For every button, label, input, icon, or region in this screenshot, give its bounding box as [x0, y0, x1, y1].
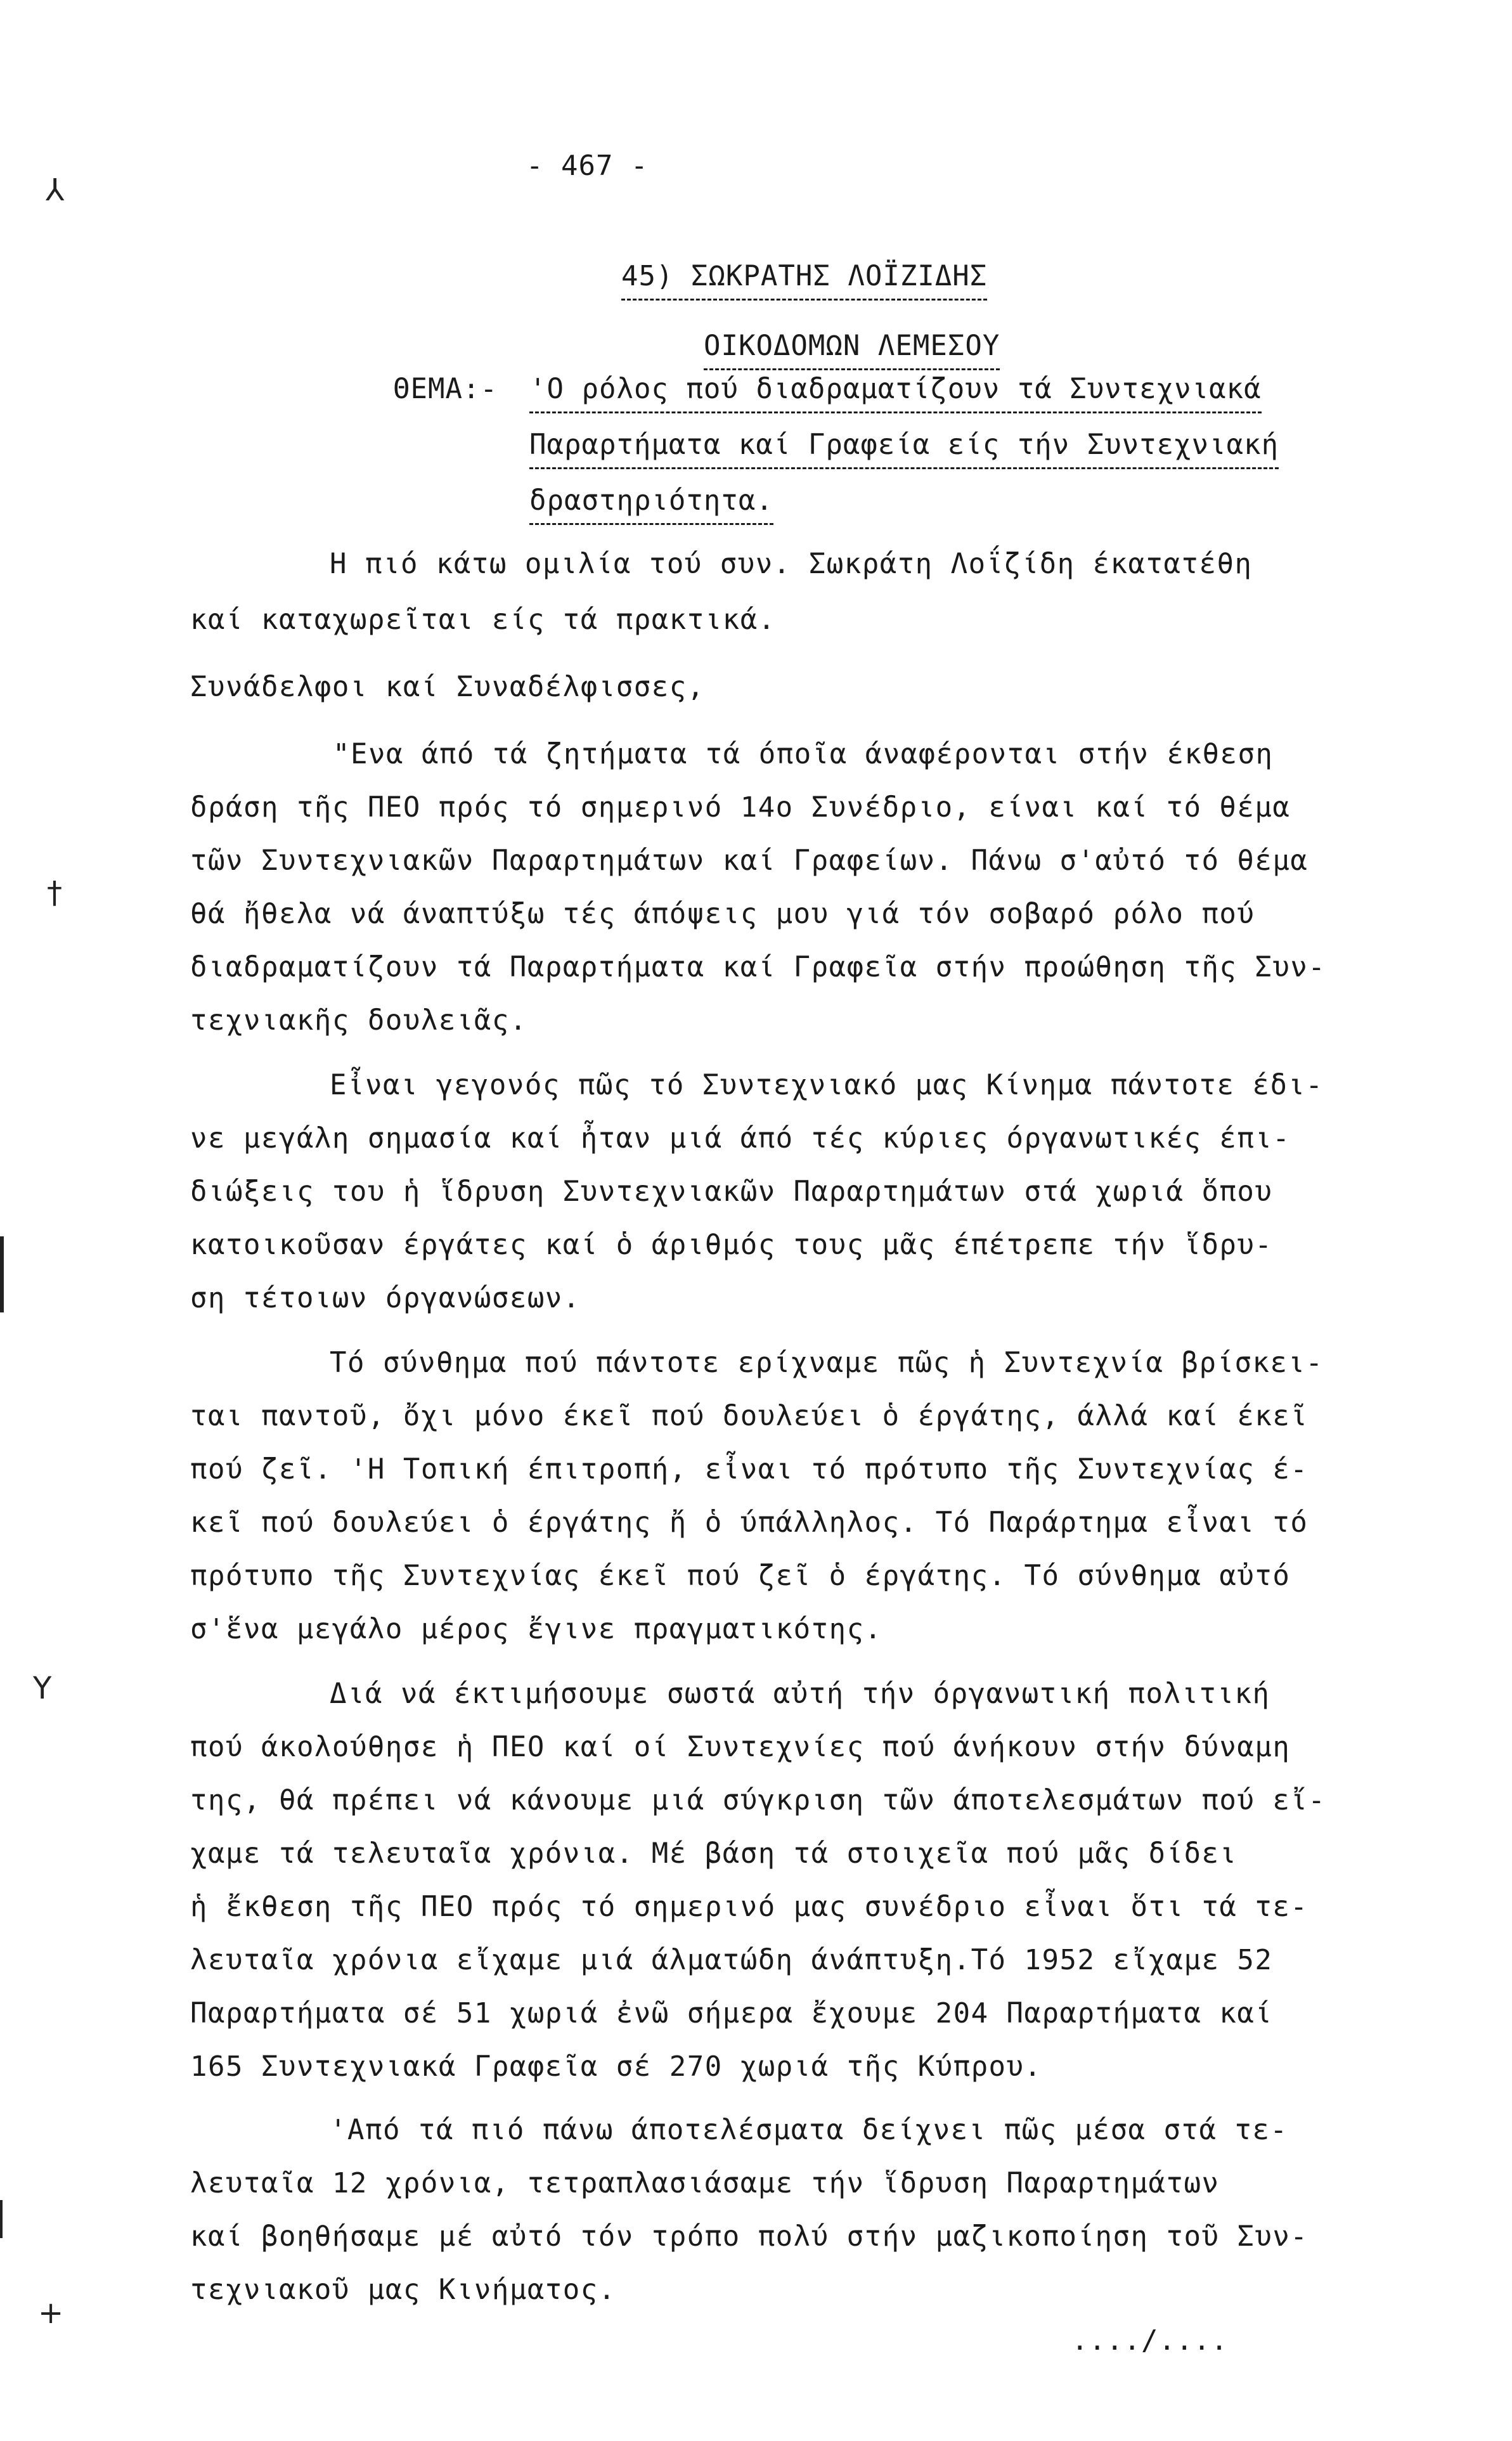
body-line: ται παντοῦ, ὄχι μόνο έκεῖ πού δουλεύει ὁ έργάτης, άλλά καί έκεῖ	[190, 1400, 1308, 1432]
body-line: θά ἤθελα νά άναπτύξω τές άπόψεις μου γιά τόν σοβαρό ρόλο πού	[190, 898, 1255, 930]
body-line: διώξεις του ἡ ἵδρυση Συντεχνιακῶν Παραρτημάτων στά χωριά ὅπου	[190, 1175, 1273, 1208]
body-line: τεχνιακῆς δουλειᾶς.	[190, 1004, 527, 1037]
body-line: τῶν Συντεχνιακῶν Παραρτημάτων καί Γραφείων. Πάνω σ'αὐτό τό θέμα	[190, 845, 1308, 877]
body-line: Τό σύνθημα πού πάντοτε ερίχναμε πῶς ἡ Συντεχνία βρίσκει-	[330, 1347, 1324, 1379]
body-line: τεχνιακοῦ μας Κινήματος.	[190, 2274, 616, 2306]
page-number: - 467 -	[526, 150, 649, 182]
body-line: της, θά πρέπει νά κάνουμε μιά σύγκριση τῶν άποτελεσμάτων πού εἴ-	[190, 1784, 1326, 1816]
theme-line: 'Ο ρόλος πού διαδραματίζουν τά Συντεχνιακά	[529, 375, 1262, 403]
speaker-name: 45) ΣΩΚΡΑΤΗΣ ΛΟΪΖΙΔΗΣ	[621, 260, 987, 301]
theme-line: δραστηριότητα.	[529, 487, 773, 515]
body-line: 165 Συντεχνιακά Γραφεῖα σέ 270 χωριά τῆς Κύπρου.	[190, 2050, 1042, 2083]
continuation-mark: ..../....	[1071, 2324, 1229, 2357]
margin-tick-mark: Y	[33, 1671, 52, 1706]
theme-line: Παραρτήματα καί Γραφεία είς τήν Συντεχνιακή	[529, 431, 1279, 459]
body-line: νε μεγάλη σημασία καί ἦταν μιά άπό τές κύριες όργανωτικές έπι-	[190, 1122, 1291, 1155]
body-line: πρότυπο τῆς Συντεχνίας έκεῖ πού ζεῖ ὁ έργάτης. Τό σύνθημα αὐτό	[190, 1560, 1291, 1592]
left-edge-mark	[0, 1236, 4, 1312]
body-line: 'Από τά πιό πάνω άποτελέσματα δείχνει πῶς μέσα στά τε-	[330, 2114, 1288, 2146]
body-line: δράση τῆς ΠΕΟ πρός τό σημερινό 14ο Συνέδριο, είναι καί τό θέμα	[190, 791, 1291, 824]
body-line: πού άκολούθησε ἡ ΠΕΟ καί οί Συντεχνίες πού άνήκουν στήν δύναμη	[190, 1731, 1291, 1763]
body-line: "Ενα άπό τά ζητήματα τά όποῖα άναφέρονται στήν έκθεση	[333, 738, 1274, 770]
body-line: διαδραματίζουν τά Παραρτήματα καί Γραφεῖα στήν προώθηση τῆς Συν-	[190, 951, 1326, 983]
theme-label: ΘΕΜΑ:-	[393, 373, 498, 405]
body-line: καί βοηθήσαμε μέ αὐτό τόν τρόπο πολύ στήν μαζικοποίηση τοῦ Συν-	[190, 2220, 1308, 2253]
margin-tick-mark: †	[47, 875, 62, 910]
body-line: σ'ἕνα μεγάλο μέρος ἔγινε πραγματικότης.	[190, 1613, 882, 1645]
body-line: ση τέτοιων όργανώσεων.	[190, 1282, 581, 1314]
body-line: λευταῖα χρόνια εἴχαμε μιά άλματώδη άνάπτυξη.Τό 1952 εἴχαμε 52	[190, 1944, 1273, 1976]
margin-tick-mark: ⅄	[46, 172, 65, 208]
organization-name: ΟΙΚΟΔΟΜΩΝ ΛΕΜΕΣΟΥ	[704, 330, 1000, 370]
margin-tick-mark: +	[38, 2295, 64, 2331]
intro-line: καί καταχωρεῖται είς τά πρακτικά.	[190, 604, 776, 636]
body-line: Παραρτήματα σέ 51 χωριά ἐνῶ σήμερα ἔχουμε 204 Παραρτήματα καί	[190, 1997, 1273, 2030]
body-line: λευταῖα 12 χρόνια, τετραπλασιάσαμε τήν ἵδρυση Παραρτημάτων	[190, 2167, 1220, 2199]
body-line: κατοικοῦσαν έργάτες καί ὁ άριθμός τους μᾶς έπέτρεπε τήν ἵδρυ-	[190, 1229, 1273, 1261]
body-line: ἡ ἔκθεση τῆς ΠΕΟ πρός τό σημερινό μας συνέδριο εἶναι ὅτι τά τε-	[190, 1891, 1308, 1923]
body-line: πού ζεῖ. 'Η Τοπική έπιτροπή, εἶναι τό πρότυπο τῆς Συντεχνίας έ-	[190, 1453, 1308, 1486]
body-line: κεῖ πού δουλεύει ὁ έργάτης ἤ ὁ ύπάλληλος. Τό Παράρτημα εἶναι τό	[190, 1506, 1308, 1539]
body-line: Διά νά έκτιμήσουμε σωστά αὐτή τήν όργανωτική πολιτική	[330, 1678, 1270, 1710]
body-line: χαμε τά τελευταῖα χρόνια. Μέ βάση τά στοιχεῖα πού μᾶς δίδει	[190, 1837, 1237, 1870]
body-line: Εἶναι γεγονός πῶς τό Συντεχνιακό μας Κίνημα πάντοτε έδι-	[330, 1069, 1324, 1101]
left-edge-mark	[0, 2200, 3, 2238]
intro-line: Η πιό κάτω ομιλία τού συν. Σωκράτη Λοΐζίδη έκατατέθη	[330, 548, 1253, 580]
salutation: Συνάδελφοι καί Συναδέλφισσες,	[190, 671, 705, 703]
